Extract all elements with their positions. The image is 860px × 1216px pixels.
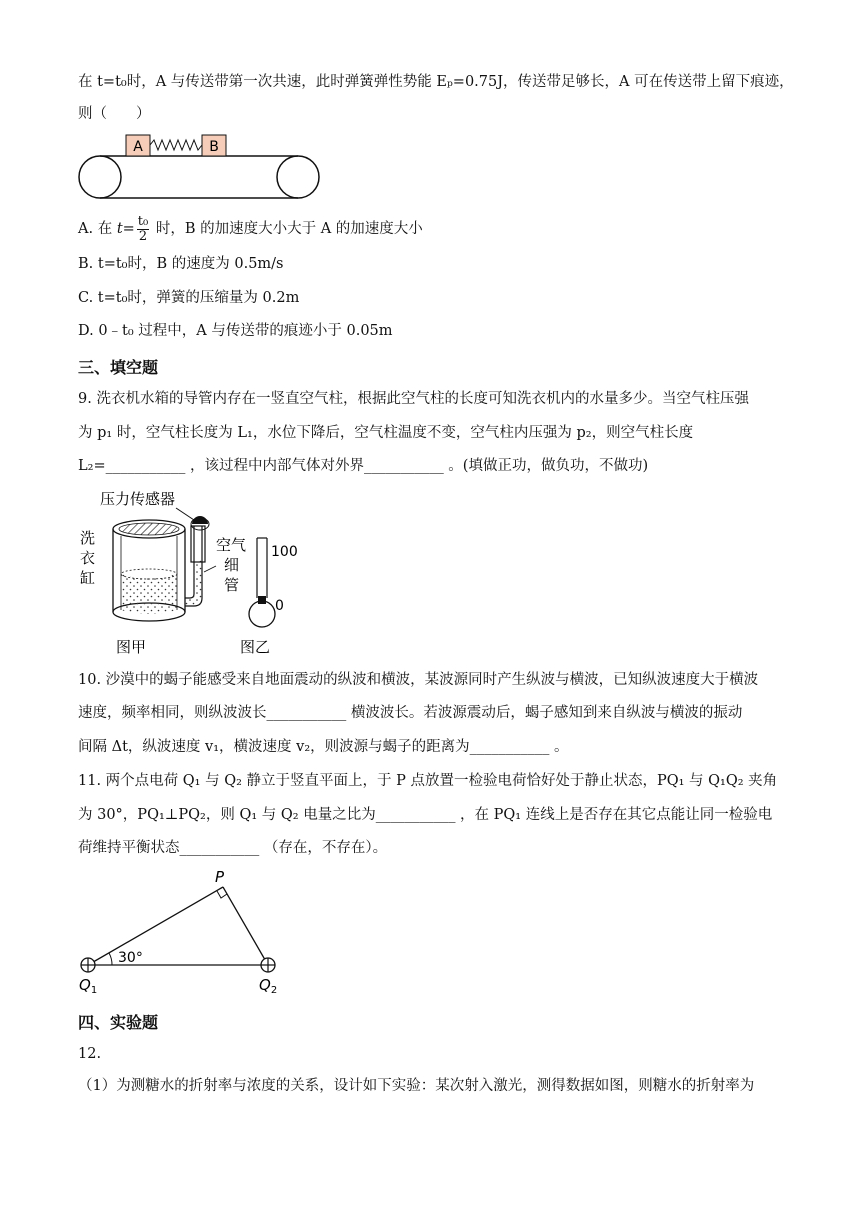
air-label: 空气	[216, 536, 247, 554]
q11-line3: 荷维持平衡状态___________ （存在，不存在）。	[78, 840, 388, 856]
q10-line3: 间隔 Δt，纵波速度 v₁，横波速度 v₂，则波源与蝎子的距离为___________ 。	[78, 739, 569, 755]
gauge-bottom-label: 0	[275, 598, 284, 614]
q1-label: $Q_1$	[79, 976, 98, 996]
q11-line1: 11. 两个点电荷 Q₁ 与 Q₂ 静立于竖直平面上，于 P 点放置一检验电荷恰好处于静止状态，PQ₁ 与 Q₁Q₂ 夹角	[78, 773, 778, 789]
gauge-top-label: 100	[271, 544, 298, 560]
conveyor-belt-figure	[76, 132, 326, 204]
q9-line2: 为 p₁ 时，空气柱长度为 L₁，水位下降后，空气柱温度不变，空气柱内压强为 p₂，则空气柱长度	[78, 425, 694, 441]
q8-stem-line2: 则（ ）	[78, 106, 151, 122]
q9-line3: L₂=___________ ，该过程中内部气体对外界___________ 。(填做正功，做负功，不做功)	[78, 458, 649, 474]
q8-option-b: B. t=t₀时，B 的速度为 0.5m/s	[78, 256, 284, 272]
caption-yi: 图乙	[240, 638, 271, 656]
q10-line1: 10. 沙漠中的蝎子能感受来自地面震动的纵波和横波，某波源同时产生纵波与横波，已知纵波速度大于横波	[78, 672, 759, 688]
fraction: $\frac{\text{t₀}}{2}$	[137, 213, 149, 244]
block-b-label: B	[209, 139, 219, 155]
svg-text:管: 管	[224, 576, 240, 594]
q12-line1: （1）为测糖水的折射率与浓度的关系，设计如下实验：某次射入激光，测得数据如图，则糖水的折射率为	[78, 1078, 755, 1094]
q8-option-d: D. 0﹣t₀ 过程中，A 与传送带的痕迹小于 0.05m	[78, 323, 393, 339]
q9-line1: 9. 洗衣机水箱的导管内存在一竖直空气柱，根据此空气柱的长度可知洗衣机内的水量多少。当空气柱压强	[78, 391, 749, 407]
spring	[150, 140, 202, 150]
q11-line2: 为 30°，PQ₁⊥PQ₂，则 Q₁ 与 Q₂ 电量之比为___________ ，在 PQ₁ 连线上是否存在其它点能让同一检验电	[78, 807, 773, 823]
pressure-sensor-label: 压力传感器	[100, 490, 176, 508]
caption-jia: 图甲	[116, 638, 147, 656]
charges-triangle-figure	[76, 866, 296, 996]
tube-label: 细	[224, 556, 240, 574]
q8-option-a: A. 在 t= $\frac{\text{t₀}}{2}$ 时，B 的加速度大小大于 A 的加速度大小	[78, 213, 423, 244]
q8-stem-line1: 在 t=t₀时，A 与传送带第一次共速，此时弹簧弹性势能 Eₚ=0.75J，传送带足够长，A 可在传送带上留下痕迹，	[78, 74, 794, 90]
q12-number: 12.	[78, 1046, 102, 1062]
block-a-label: A	[133, 139, 143, 155]
section-fill-in-blank-heading: 三、填空题	[78, 358, 159, 377]
q2-label: $Q_2$	[259, 976, 278, 996]
svg-text:缸: 缸	[80, 569, 96, 587]
washing-machine-figure	[76, 486, 316, 658]
tank-label: 洗	[80, 529, 96, 547]
angle-label: 30°	[118, 950, 143, 966]
q8-option-c: C. t=t₀时，弹簧的压缩量为 0.2m	[78, 290, 300, 306]
svg-text:衣: 衣	[80, 549, 96, 567]
point-p-label: P	[215, 868, 225, 886]
section-experiment-heading: 四、实验题	[78, 1013, 159, 1032]
q10-line2: 速度，频率相同，则纵波波长___________ 横波波长。若波源震动后，蝎子感知到来自纵波与横波的振动	[78, 705, 743, 721]
